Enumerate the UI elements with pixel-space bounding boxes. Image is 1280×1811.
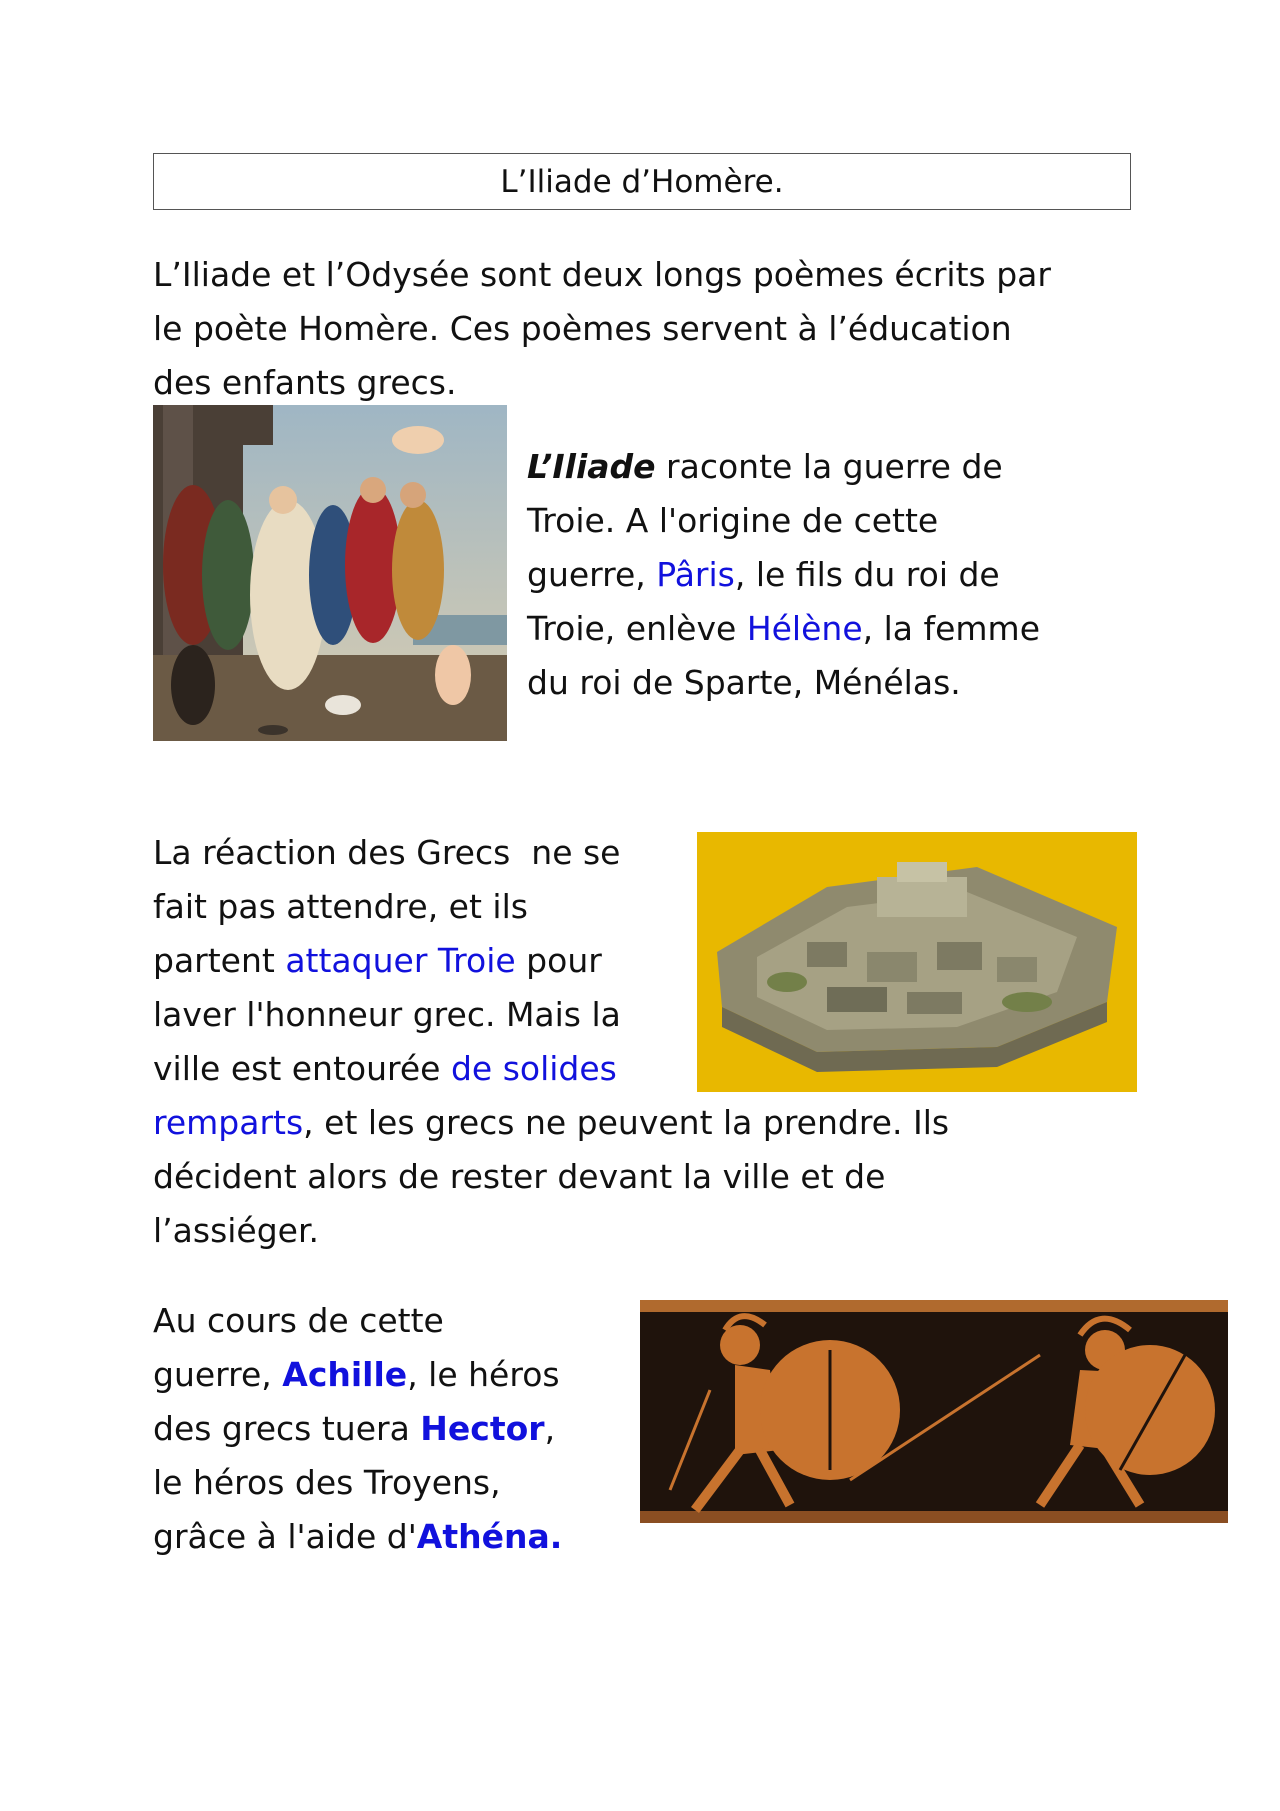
- section1-paragraph: [527, 440, 1040, 710]
- text-run: pour: [515, 941, 602, 980]
- text-run: , le fils du roi de: [734, 555, 1000, 594]
- text-run: guerre,: [527, 555, 657, 594]
- text-run: ville est entourée: [153, 1049, 451, 1088]
- abduction-painting-image: [153, 405, 507, 741]
- text-run: guerre,: [153, 1355, 283, 1394]
- text-run: des grecs tuera: [153, 1409, 421, 1448]
- section2-line: [153, 934, 949, 988]
- page-title: [153, 153, 1131, 210]
- athena-highlight: Athéna.: [416, 1517, 563, 1556]
- remparts-highlight: de solides: [450, 1049, 617, 1088]
- section1-line: Troie. A l'origine de cette: [527, 501, 939, 540]
- achille-highlight: Achille: [282, 1355, 408, 1394]
- text-run: Troie, enlève: [527, 609, 747, 648]
- text-run: , et les grecs ne peuvent la prendre. Ils: [303, 1103, 950, 1142]
- hector-highlight: Hector: [420, 1409, 545, 1448]
- section1-line: [527, 440, 1040, 494]
- section2-line: La réaction des Grecs ne se: [153, 833, 621, 872]
- section3-line: Au cours de cette: [153, 1301, 444, 1340]
- iliade-title: L’Iliade: [527, 447, 656, 486]
- section2-line: l’assiéger.: [153, 1211, 320, 1250]
- section2-line: laver l'honneur grec. Mais la: [153, 995, 621, 1034]
- intro-line: des enfants grecs.: [153, 363, 457, 402]
- text-run: , le héros: [407, 1355, 560, 1394]
- section3-line: [153, 1402, 562, 1456]
- remparts-highlight: remparts: [153, 1103, 304, 1142]
- section3-line: [153, 1510, 562, 1564]
- intro-line: le poète Homère. Ces poèmes servent à l’éducation: [153, 309, 1012, 348]
- section1-line: [527, 548, 1040, 602]
- page-title-text: L’Iliade d’Homère.: [500, 163, 784, 200]
- paris-highlight: Pâris: [656, 555, 735, 594]
- text-run: , la femme: [862, 609, 1040, 648]
- text-run: partent: [153, 941, 286, 980]
- attaquer-troie-highlight: attaquer Troie: [285, 941, 516, 980]
- text-run: grâce à l'aide d': [153, 1517, 417, 1556]
- section2-paragraph: [153, 826, 949, 1258]
- text-run: ,: [544, 1409, 556, 1448]
- intro-paragraph: [153, 248, 1051, 410]
- section3-paragraph: [153, 1294, 562, 1564]
- section2-line: [153, 1096, 949, 1150]
- section3-line: le héros des Troyens,: [153, 1463, 501, 1502]
- achilles-hector-vase-image: [640, 1300, 1228, 1523]
- helene-highlight: Hélène: [746, 609, 863, 648]
- intro-line: L’Iliade et l’Odysée sont deux longs poèmes écrits par: [153, 255, 1051, 294]
- section2-line: fait pas attendre, et ils: [153, 887, 528, 926]
- section2-line: [153, 1042, 949, 1096]
- section2-line: décident alors de rester devant la ville et de: [153, 1157, 886, 1196]
- section3-line: [153, 1348, 562, 1402]
- text-run: raconte la guerre de: [655, 447, 1003, 486]
- section1-line: [527, 602, 1040, 656]
- section1-line: du roi de Sparte, Ménélas.: [527, 663, 961, 702]
